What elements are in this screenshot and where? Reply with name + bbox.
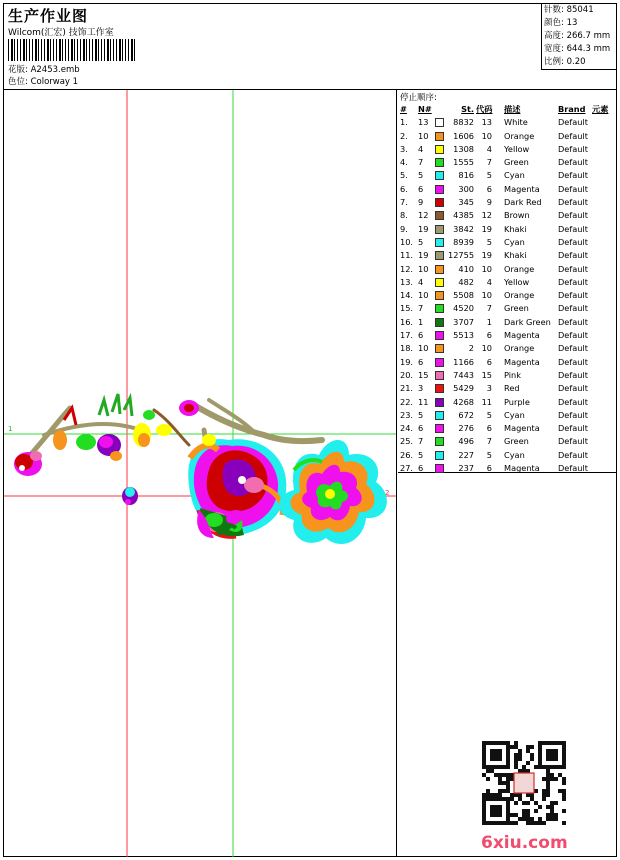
color-swatch — [435, 464, 444, 473]
row-brand: Default — [558, 223, 588, 234]
table-row — [398, 156, 616, 169]
col-element: 元素 — [592, 104, 609, 114]
embroidery-design — [4, 90, 397, 857]
row-number: 5 — [418, 170, 424, 181]
col-description: 描述 — [504, 104, 521, 114]
row-brand: Default — [558, 130, 588, 141]
row-description: Purple — [504, 396, 530, 407]
color-swatch — [435, 225, 444, 234]
row-description: Magenta — [504, 330, 540, 341]
row-number: 11 — [418, 396, 429, 407]
row-description: Cyan — [504, 449, 525, 460]
row-number: 13 — [418, 117, 429, 128]
row-stitches: 300 — [458, 183, 474, 194]
row-brand: Default — [558, 236, 588, 247]
table-row — [398, 130, 616, 143]
color-swatch — [435, 291, 444, 300]
row-brand: Default — [558, 197, 588, 208]
row-stitches: 345 — [458, 197, 474, 208]
table-row — [398, 435, 616, 448]
row-number: 7 — [418, 436, 424, 447]
row-stitches: 7443 — [453, 369, 474, 380]
row-brand: Default — [558, 303, 588, 314]
color-swatch — [435, 251, 444, 260]
row-number: 6 — [418, 356, 424, 367]
row-description: Cyan — [504, 170, 525, 181]
color-swatch — [435, 451, 444, 460]
color-swatch — [435, 211, 444, 220]
row-stitches: 8832 — [453, 117, 474, 128]
row-stitches: 1555 — [453, 157, 474, 168]
row-code: 7 — [486, 157, 492, 168]
row-stitches: 5508 — [453, 290, 474, 301]
row-description: White — [504, 117, 528, 128]
color-swatch — [435, 398, 444, 407]
site-logo: 6xiu.com — [481, 833, 568, 853]
table-row — [398, 449, 616, 462]
row-number: 19 — [418, 250, 429, 261]
color-swatch — [435, 344, 444, 353]
table-row — [398, 263, 616, 276]
design-file-value: A2453.emb — [30, 65, 80, 75]
row-code: 5 — [486, 409, 492, 420]
row-index: 27. — [400, 463, 414, 474]
row-brand: Default — [558, 143, 588, 154]
row-number: 7 — [418, 303, 424, 314]
row-code: 9 — [486, 197, 492, 208]
row-description: Yellow — [504, 143, 530, 154]
color-swatch — [435, 384, 444, 393]
color-swatch — [435, 318, 444, 327]
row-brand: Default — [558, 356, 588, 367]
table-row — [398, 249, 616, 262]
row-description: Orange — [504, 130, 535, 141]
row-index: 1. — [400, 117, 408, 128]
row-brand: Default — [558, 423, 588, 434]
row-description: Magenta — [504, 356, 540, 367]
row-number: 1 — [418, 316, 424, 327]
table-row — [398, 209, 616, 222]
row-index: 7. — [400, 197, 408, 208]
row-description: Orange — [504, 290, 535, 301]
color-swatch — [435, 145, 444, 154]
row-stitches: 496 — [458, 436, 474, 447]
color-swatch — [435, 437, 444, 446]
table-row — [398, 316, 616, 329]
row-brand: Default — [558, 463, 588, 474]
color-swatch — [435, 371, 444, 380]
marker-left: 1 — [8, 425, 13, 433]
color-swatch — [435, 158, 444, 167]
row-number: 19 — [418, 223, 429, 234]
row-code: 19 — [481, 250, 492, 261]
row-description: Magenta — [504, 423, 540, 434]
color-swatch — [435, 304, 444, 313]
row-code: 11 — [481, 396, 492, 407]
row-brand: Default — [558, 369, 588, 380]
table-row — [398, 409, 616, 422]
row-number: 6 — [418, 463, 424, 474]
color-swatch — [435, 238, 444, 247]
row-stitches: 410 — [458, 263, 474, 274]
col-brand: Brand — [558, 104, 586, 114]
row-code: 5 — [486, 170, 492, 181]
row-number: 6 — [418, 330, 424, 341]
qr-code — [482, 741, 566, 825]
color-swatch — [435, 358, 444, 367]
row-stitches: 237 — [458, 463, 474, 474]
row-description: Cyan — [504, 236, 525, 247]
stop-sequence-panel — [398, 90, 616, 473]
table-row — [398, 223, 616, 236]
row-code: 6 — [486, 463, 492, 474]
row-index: 21. — [400, 383, 414, 394]
row-index: 14. — [400, 290, 414, 301]
row-code: 6 — [486, 183, 492, 194]
row-number: 7 — [418, 157, 424, 168]
row-index: 25. — [400, 436, 414, 447]
row-description: Orange — [504, 263, 535, 274]
stats-box — [541, 4, 616, 70]
row-code: 6 — [486, 356, 492, 367]
row-code: 1 — [486, 316, 492, 327]
color-swatch — [435, 171, 444, 180]
row-brand: Default — [558, 316, 588, 327]
color-swatch — [435, 118, 444, 127]
row-index: 4. — [400, 157, 408, 168]
row-stitches: 4520 — [453, 303, 474, 314]
colorway-line — [8, 75, 78, 87]
row-stitches: 8939 — [453, 236, 474, 247]
row-description: Orange — [504, 343, 535, 354]
row-description: Dark Green — [504, 316, 551, 327]
row-code: 5 — [486, 449, 492, 460]
color-swatch — [435, 411, 444, 420]
row-number: 6 — [418, 423, 424, 434]
row-brand: Default — [558, 157, 588, 168]
row-number: 5 — [418, 409, 424, 420]
row-stitches: 3707 — [453, 316, 474, 327]
row-index: 3. — [400, 143, 408, 154]
row-index: 11. — [400, 250, 414, 261]
table-row — [398, 462, 616, 475]
row-code: 12 — [481, 210, 492, 221]
table-row — [398, 422, 616, 435]
table-row — [398, 356, 616, 369]
row-code: 10 — [481, 343, 492, 354]
table-row — [398, 329, 616, 342]
row-description: Dark Red — [504, 197, 542, 208]
color-swatch — [435, 198, 444, 207]
row-brand: Default — [558, 183, 588, 194]
row-number: 15 — [418, 369, 429, 380]
color-swatch — [435, 132, 444, 141]
stat-scale: 比例: 0.20 — [544, 57, 586, 67]
row-code: 4 — [486, 276, 492, 287]
row-description: Khaki — [504, 250, 527, 261]
row-brand: Default — [558, 330, 588, 341]
row-index: 19. — [400, 356, 414, 367]
row-brand: Default — [558, 383, 588, 394]
row-number: 12 — [418, 210, 429, 221]
row-brand: Default — [558, 210, 588, 221]
row-description: Green — [504, 157, 529, 168]
table-row — [398, 169, 616, 182]
row-brand: Default — [558, 409, 588, 420]
row-index: 12. — [400, 263, 414, 274]
row-index: 6. — [400, 183, 408, 194]
row-description: Green — [504, 436, 529, 447]
colorway-value: Colorway 1 — [30, 77, 79, 87]
row-brand: Default — [558, 396, 588, 407]
design-file-line — [8, 63, 80, 75]
table-row — [398, 342, 616, 355]
col-number: N# — [418, 104, 432, 114]
row-code: 7 — [486, 303, 492, 314]
marker-right: 2 — [385, 489, 390, 497]
small-motif — [122, 487, 138, 505]
row-stitches: 1308 — [453, 143, 474, 154]
row-number: 10 — [418, 290, 429, 301]
row-code: 10 — [481, 130, 492, 141]
row-code: 15 — [481, 369, 492, 380]
table-row — [398, 289, 616, 302]
row-stitches: 2 — [468, 343, 474, 354]
row-number: 10 — [418, 263, 429, 274]
row-stitches: 227 — [458, 449, 474, 460]
row-code: 7 — [486, 436, 492, 447]
left-flower-cluster — [14, 394, 199, 476]
row-code: 10 — [481, 263, 492, 274]
row-index: 22. — [400, 396, 414, 407]
right-flower — [279, 440, 390, 544]
row-code: 4 — [486, 143, 492, 154]
color-swatch — [435, 331, 444, 340]
row-stitches: 4385 — [453, 210, 474, 221]
table-row — [398, 369, 616, 382]
row-description: Pink — [504, 369, 521, 380]
row-stitches: 4268 — [453, 396, 474, 407]
row-stitches: 5513 — [453, 330, 474, 341]
row-brand: Default — [558, 449, 588, 460]
row-number: 3 — [418, 383, 424, 394]
row-code: 5 — [486, 236, 492, 247]
table-row — [398, 302, 616, 315]
row-number: 4 — [418, 276, 424, 287]
row-index: 23. — [400, 409, 414, 420]
row-index: 8. — [400, 210, 408, 221]
stop-sequence-title: 停止顺序: — [400, 93, 437, 103]
stat-colors: 颜色: 13 — [544, 18, 578, 28]
table-header — [398, 103, 616, 116]
row-index: 2. — [400, 130, 408, 141]
row-brand: Default — [558, 436, 588, 447]
row-description: Red — [504, 383, 520, 394]
table-row — [398, 183, 616, 196]
row-brand: Default — [558, 263, 588, 274]
col-index: # — [400, 104, 407, 114]
row-stitches: 3842 — [453, 223, 474, 234]
col-code: 代码 — [476, 104, 493, 114]
table-row — [398, 382, 616, 395]
color-swatch — [435, 424, 444, 433]
col-stitches: St. — [461, 104, 474, 114]
row-brand: Default — [558, 170, 588, 181]
row-index: 20. — [400, 369, 414, 380]
row-stitches: 276 — [458, 423, 474, 434]
row-code: 6 — [486, 423, 492, 434]
color-swatch — [435, 265, 444, 274]
row-number: 10 — [418, 130, 429, 141]
row-description: Magenta — [504, 183, 540, 194]
row-brand: Default — [558, 290, 588, 301]
row-number: 5 — [418, 449, 424, 460]
row-description: Magenta — [504, 463, 540, 474]
table-row — [398, 143, 616, 156]
row-description: Brown — [504, 210, 530, 221]
row-index: 9. — [400, 223, 408, 234]
row-number: 9 — [418, 197, 424, 208]
row-index: 15. — [400, 303, 414, 314]
row-stitches: 816 — [458, 170, 474, 181]
row-index: 13. — [400, 276, 414, 287]
row-stitches: 12755 — [448, 250, 475, 261]
page-title: 生产作业图 — [8, 7, 89, 25]
row-number: 10 — [418, 343, 429, 354]
row-code: 6 — [486, 330, 492, 341]
row-brand: Default — [558, 117, 588, 128]
row-index: 10. — [400, 236, 414, 247]
table-row — [398, 396, 616, 409]
row-stitches: 1166 — [453, 356, 474, 367]
sheet-header — [4, 4, 616, 90]
row-index: 18. — [400, 343, 414, 354]
row-index: 26. — [400, 449, 414, 460]
row-stitches: 672 — [458, 409, 474, 420]
row-index: 17. — [400, 330, 414, 341]
row-index: 16. — [400, 316, 414, 327]
row-description: Cyan — [504, 409, 525, 420]
row-stitches: 1606 — [453, 130, 474, 141]
row-number: 4 — [418, 143, 424, 154]
row-description: Yellow — [504, 276, 530, 287]
row-stitches: 5429 — [453, 383, 474, 394]
design-canvas — [4, 90, 397, 857]
row-brand: Default — [558, 343, 588, 354]
row-index: 5. — [400, 170, 408, 181]
row-brand: Default — [558, 276, 588, 287]
row-description: Green — [504, 303, 529, 314]
barcode — [8, 39, 136, 61]
table-row — [398, 196, 616, 209]
table-row — [398, 276, 616, 289]
company-name: Wilcom(汇宏) 技饰工作室 — [8, 28, 114, 38]
stat-stitches: 针数: 85041 — [544, 5, 594, 15]
table-row — [398, 116, 616, 129]
row-number: 5 — [418, 236, 424, 247]
row-code: 13 — [481, 117, 492, 128]
design-file-label: 花版: — [8, 65, 28, 75]
color-swatch — [435, 185, 444, 194]
row-index: 24. — [400, 423, 414, 434]
stop-sequence-table — [398, 103, 616, 475]
table-row — [398, 236, 616, 249]
color-swatch — [435, 278, 444, 287]
row-stitches: 482 — [458, 276, 474, 287]
row-code: 19 — [481, 223, 492, 234]
production-sheet — [3, 3, 617, 857]
colorway-label: 色位: — [8, 77, 28, 87]
row-brand: Default — [558, 250, 588, 261]
row-description: Khaki — [504, 223, 527, 234]
row-code: 10 — [481, 290, 492, 301]
stat-width: 宽度: 644.3 mm — [544, 44, 611, 54]
row-code: 3 — [486, 383, 492, 394]
stat-height: 高度: 266.7 mm — [544, 31, 611, 41]
row-number: 6 — [418, 183, 424, 194]
